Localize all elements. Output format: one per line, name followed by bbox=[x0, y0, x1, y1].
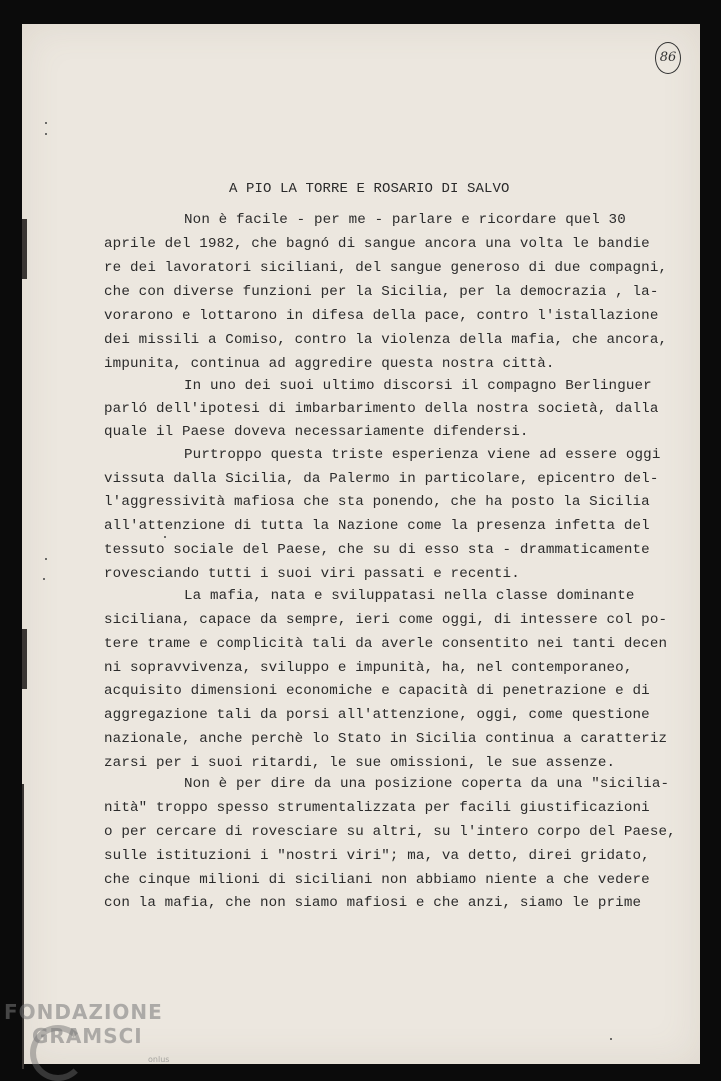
text-line: aggregazione tali da porsi all'attenzione, oggi, come questione bbox=[104, 707, 650, 723]
text-line: zarsi per i suoi ritardi, le sue omissioni, le sue assenze. bbox=[104, 755, 616, 771]
text-line: che con diverse funzioni per la Sicilia, per la democrazia , la- bbox=[104, 284, 659, 300]
text-line: Purtroppo questa triste esperienza viene ad essere oggi bbox=[184, 447, 661, 463]
speck bbox=[45, 133, 47, 135]
text-line: siciliana, capace da sempre, ieri come oggi, di intessere col po- bbox=[104, 612, 668, 628]
text-line: rovesciando tutti i suoi viri passati e recenti. bbox=[104, 566, 520, 582]
text-line: con la mafia, che non siamo mafiosi e che anzi, siamo le prime bbox=[104, 895, 642, 911]
text-line: nità" troppo spesso strumentalizzata per facili giustificazioni bbox=[104, 800, 650, 816]
watermark-line1: FONDAZIONE bbox=[4, 1000, 163, 1024]
text-line: tessuto sociale del Paese, che su di esso sta - drammaticamente bbox=[104, 542, 650, 558]
text-line: sulle istituzioni i "nostri viri"; ma, va detto, direi gridato, bbox=[104, 848, 650, 864]
text-line: che cinque milioni di siciliani non abbiamo niente a che vedere bbox=[104, 872, 650, 888]
watermark bbox=[4, 1000, 163, 1048]
text-line: vorarono e lottarono in difesa della pace, contro l'istallazione bbox=[104, 308, 659, 324]
speck bbox=[45, 558, 47, 560]
watermark-line2: GRAMSCI bbox=[32, 1024, 143, 1048]
text-line: o per cercare di rovesciare su altri, su l'intero corpo del Paese, bbox=[104, 824, 676, 840]
speck bbox=[45, 122, 47, 124]
text-line: vissuta dalla Sicilia, da Palermo in particolare, epicentro del- bbox=[104, 471, 659, 487]
text-line: acquisito dimensioni economiche e capacità di penetrazione e di bbox=[104, 683, 650, 699]
document-title: A PIO LA TORRE E ROSARIO DI SALVO bbox=[229, 181, 510, 197]
text-line: nazionale, anche perchè lo Stato in Sicilia continua a caratteriz bbox=[104, 731, 668, 747]
text-line: tere trame e complicità tali da averle consentito nei tanti decen bbox=[104, 636, 668, 652]
text-line: quale il Paese doveva necessariamente difendersi. bbox=[104, 424, 529, 440]
text-line: re dei lavoratori siciliani, del sangue generoso di due compagni, bbox=[104, 260, 668, 276]
text-line: In uno dei suoi ultimo discorsi il compagno Berlinguer bbox=[184, 378, 652, 394]
speck bbox=[164, 536, 166, 538]
watermark-small: onlus bbox=[148, 1055, 170, 1064]
text-line: impunita, continua ad aggredire questa nostra città. bbox=[104, 356, 555, 372]
text-line: Non è facile - per me - parlare e ricordare quel 30 bbox=[184, 212, 626, 228]
page-number: 86 bbox=[655, 42, 681, 74]
text-line: Non è per dire da una posizione coperta da una "sicilia- bbox=[184, 776, 670, 792]
text-line: parló dell'ipotesi di imbarbarimento della nostra società, dalla bbox=[104, 401, 659, 417]
speck bbox=[610, 1038, 612, 1040]
text-line: l'aggressività mafiosa che sta ponendo, che ha posto la Sicilia bbox=[104, 494, 650, 510]
text-line: all'attenzione di tutta la Nazione come la presenza infetta del bbox=[104, 518, 650, 534]
text-line: dei missili a Comiso, contro la violenza della mafia, che ancora, bbox=[104, 332, 668, 348]
edge-mark bbox=[22, 629, 27, 689]
text-line: La mafia, nata e sviluppatasi nella classe dominante bbox=[184, 588, 635, 604]
speck bbox=[43, 578, 45, 580]
text-line: aprile del 1982, che bagnó di sangue ancora una volta le bandie bbox=[104, 236, 650, 252]
text-line: ni sopravvivenza, sviluppo e impunità, ha, nel contemporaneo, bbox=[104, 660, 633, 676]
edge-mark bbox=[22, 219, 27, 279]
